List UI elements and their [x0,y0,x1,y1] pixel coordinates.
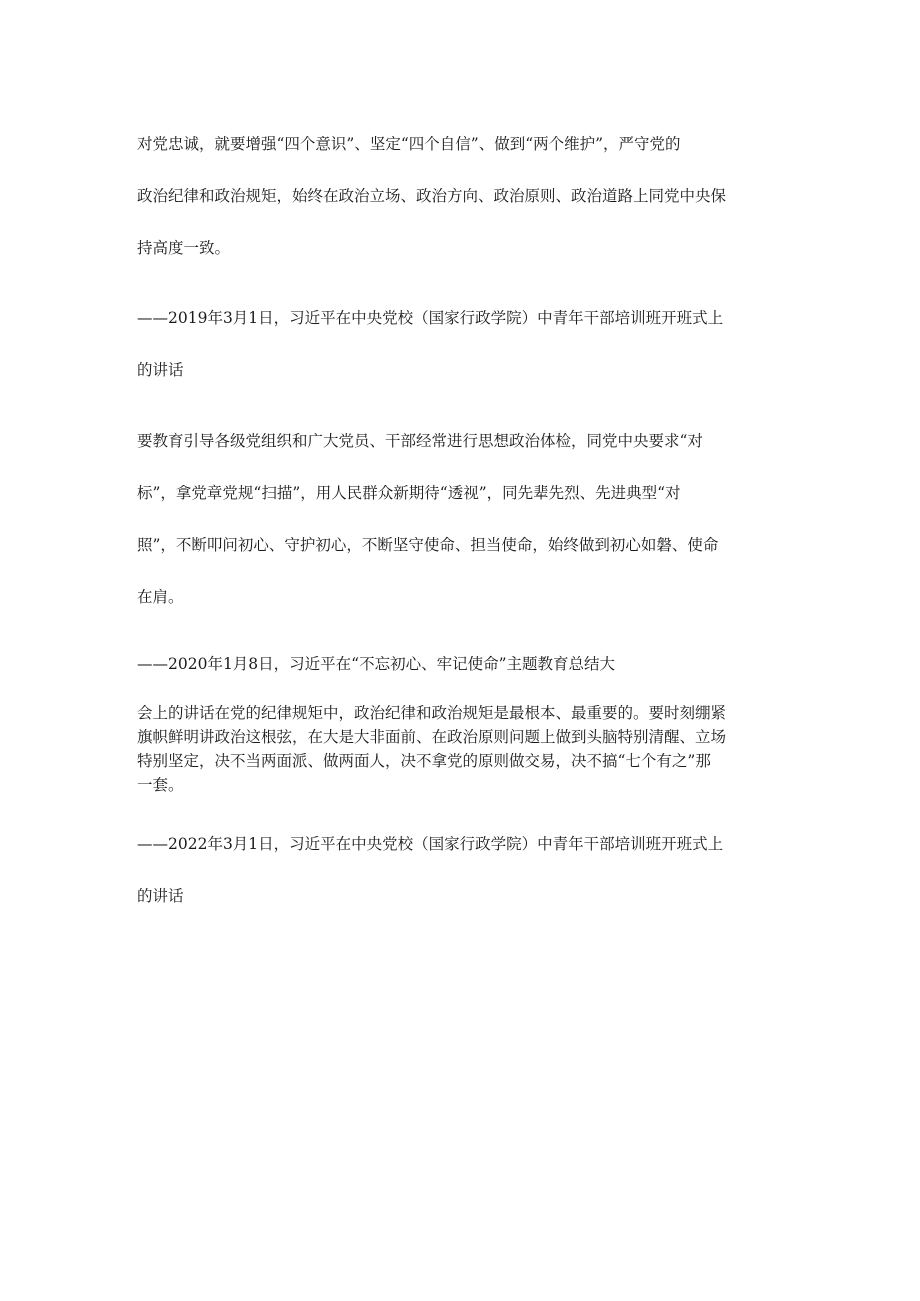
quote-line: 对党忠诚，就要增强“四个意识”、坚定“四个自信”、做到“两个维护”，严守党的 [137,135,681,153]
quote-paragraph [137,701,785,797]
attribution-line: ——2019年3月1日，习近平在中央党校（国家行政学院）中青年干部培训班开班式上 [137,309,724,327]
quote-line: 特别坚定，决不当两面派、做两面人，决不拿党的原则做交易，决不搞“七个有之”那 [137,752,711,770]
quote-line: 一套。 [137,776,184,794]
attribution-line: ——2020年1月8日，习近平在“不忘初心、牢记使命”主题教育总结大 [137,655,616,673]
quote-line: 政治纪律和政治规矩，始终在政治立场、政治方向、政治原则、政治道路上同党中央保 [137,187,727,205]
quote-attribution [137,638,797,690]
quote-line: 要教育引导各级党组织和广大党员、干部经常进行思想政治体检，同党中央要求“对 [137,432,703,450]
quote-line: 标”，拿党章党规“扫描”，用人民群众新期待“透视”，同先辈先烈、先进典型“对 [137,484,681,502]
quote-line: 旗帜鲜明讲政治这根弦，在大是大非面前、在政治原则问题上做到头脑特别清醒、立场 [137,728,727,746]
quote-line: 持高度一致。 [137,239,231,257]
quote-paragraph [137,415,785,623]
attribution-line: 的讲话 [137,887,184,905]
attribution-line: ——2022年3月1日，习近平在中央党校（国家行政学院）中青年干部培训班开班式上 [137,835,724,853]
attribution-line: 的讲话 [137,361,184,379]
quote-paragraph [137,118,785,274]
quote-line: 会上的讲话在党的纪律规矩中，政治纪律和政治规矩是最根本、最重要的。要时刻绷紧 [137,704,727,722]
quote-line: 在肩。 [137,588,184,606]
quote-attribution [137,818,797,922]
quote-attribution [137,292,797,396]
quote-line: 照”，不断叩问初心、守护初心，不断坚守使命、担当使命，始终做到初心如磐、使命 [137,536,719,554]
